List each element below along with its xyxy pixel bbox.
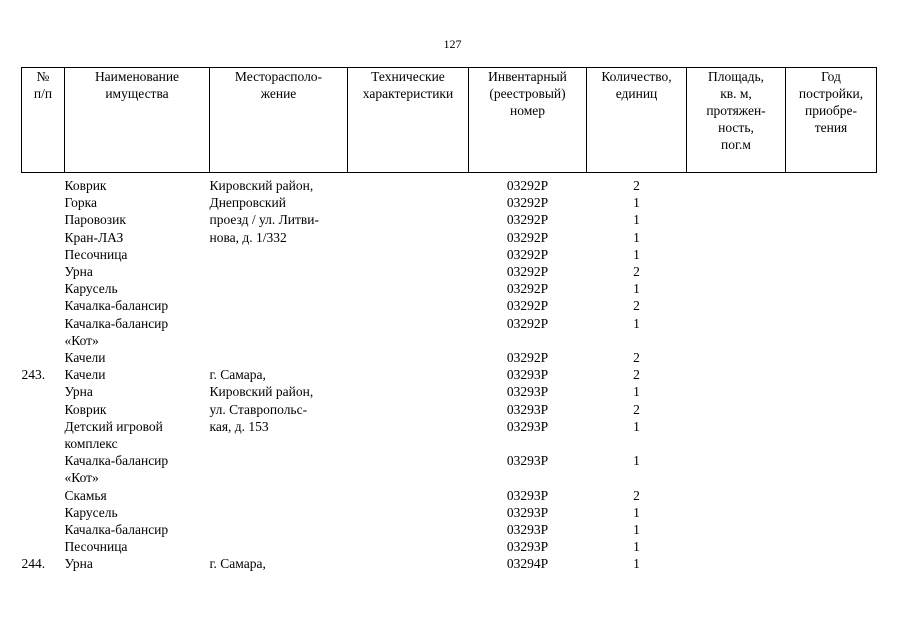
table-row [22, 452, 877, 469]
table-row [22, 487, 877, 504]
row-number [22, 383, 65, 400]
row-number: 244. [21, 556, 46, 572]
table-row [22, 504, 877, 521]
item-inventory-number: 03292Р [506, 350, 549, 366]
table-row [22, 418, 877, 435]
item-quantity: 1 [633, 195, 640, 211]
item-area [687, 366, 786, 383]
header-tech: Технические характеристики [348, 68, 469, 173]
item-quantity: 1 [633, 229, 640, 245]
table-row [22, 332, 877, 349]
item-area [687, 315, 786, 332]
table-row [22, 538, 877, 555]
item-year [786, 211, 877, 228]
header-location: Месторасполо- жение [210, 68, 348, 173]
row-number [22, 349, 65, 366]
item-quantity: 2 [633, 298, 640, 314]
item-year [786, 383, 877, 400]
item-area [687, 297, 786, 314]
item-quantity: 2 [633, 350, 640, 366]
item-year [786, 401, 877, 418]
item-quantity: 1 [633, 504, 640, 520]
item-tech [348, 418, 469, 435]
row-number [22, 315, 65, 332]
table-row [22, 229, 877, 246]
item-location: Днепровский [209, 195, 286, 211]
row-number [22, 229, 65, 246]
item-inventory-number [469, 469, 587, 486]
header-year: Год постройки, приобре- тения [786, 68, 877, 173]
item-area [687, 229, 786, 246]
item-name: Качалка-балансир [64, 522, 169, 538]
item-year [786, 452, 877, 469]
item-tech [348, 383, 469, 400]
item-name: Качалка-балансир [64, 453, 169, 469]
item-name: «Кот» [64, 332, 99, 348]
item-area [687, 263, 786, 280]
item-location: г. Самара, [209, 367, 266, 383]
item-year [786, 469, 877, 486]
item-area [687, 401, 786, 418]
item-inventory-number: 03292Р [506, 298, 549, 314]
item-year [786, 504, 877, 521]
item-location: Кировский район, [209, 178, 314, 193]
item-location: проезд / ул. Литви- [209, 212, 320, 228]
item-name: Скамья [64, 487, 107, 503]
table-row [22, 194, 877, 211]
item-location [210, 487, 348, 504]
row-number [22, 401, 65, 418]
item-name: Коврик [64, 178, 107, 193]
item-name: Карусель [64, 504, 118, 520]
item-year [786, 177, 877, 194]
table-row [22, 211, 877, 228]
item-quantity: 2 [633, 367, 640, 383]
item-year [786, 263, 877, 280]
item-location [210, 263, 348, 280]
item-inventory-number: 03293Р [506, 487, 549, 503]
item-year [786, 521, 877, 538]
item-tech [348, 555, 469, 572]
item-location: кая, д. 153 [209, 418, 269, 434]
item-location [210, 315, 348, 332]
header-area: Площадь, кв. м, протяжен- ность, пог.м [687, 68, 786, 173]
table-header-row [22, 68, 877, 173]
item-quantity: 1 [633, 453, 640, 469]
item-tech [348, 487, 469, 504]
table-row [22, 555, 877, 572]
property-registry-table [21, 67, 877, 573]
item-tech [348, 538, 469, 555]
item-quantity: 1 [633, 418, 640, 434]
item-area [687, 211, 786, 228]
row-number [22, 332, 65, 349]
row-number [22, 280, 65, 297]
item-name: комплекс [64, 436, 118, 452]
item-area [687, 469, 786, 486]
item-area [687, 332, 786, 349]
table-row [22, 435, 877, 452]
item-year [786, 418, 877, 435]
item-quantity: 2 [633, 401, 640, 417]
item-inventory-number [469, 332, 587, 349]
item-location [210, 469, 348, 486]
item-inventory-number: 03293Р [506, 504, 549, 520]
item-year [786, 349, 877, 366]
item-quantity: 1 [633, 539, 640, 555]
item-inventory-number: 03293Р [506, 418, 549, 434]
table-row [22, 246, 877, 263]
row-number [22, 469, 65, 486]
row-number [22, 297, 65, 314]
item-area [687, 349, 786, 366]
item-quantity: 1 [633, 281, 640, 297]
item-location [210, 297, 348, 314]
row-number [22, 246, 65, 263]
item-location: нова, д. 1/332 [209, 229, 287, 245]
item-location [210, 521, 348, 538]
item-year [786, 280, 877, 297]
item-inventory-number: 03293Р [506, 539, 549, 555]
item-name: Коврик [64, 401, 107, 417]
item-name: Урна [64, 556, 93, 572]
header-inventory: Инвентарный (реестровый) номер [469, 68, 587, 173]
item-quantity: 1 [633, 246, 640, 262]
table-row [22, 177, 877, 194]
item-inventory-number: 03293Р [506, 367, 549, 383]
header-quantity: Количество, единиц [587, 68, 687, 173]
item-year [786, 332, 877, 349]
item-tech [348, 349, 469, 366]
item-year [786, 538, 877, 555]
item-name: Песочница [64, 246, 128, 262]
table-row [22, 383, 877, 400]
item-name: Качели [64, 367, 106, 383]
item-tech [348, 521, 469, 538]
item-name: Урна [64, 264, 93, 280]
item-quantity: 1 [633, 384, 640, 400]
item-year [786, 487, 877, 504]
item-area [687, 177, 786, 194]
item-year [786, 435, 877, 452]
row-number [22, 487, 65, 504]
item-tech [348, 332, 469, 349]
item-location [210, 246, 348, 263]
row-number [22, 194, 65, 211]
page-number: 127 [443, 37, 462, 51]
item-tech [348, 401, 469, 418]
item-location [210, 504, 348, 521]
item-quantity: 1 [633, 522, 640, 538]
item-location [210, 280, 348, 297]
table-row [22, 280, 877, 297]
item-location: ул. Ставропольс- [209, 401, 308, 417]
item-tech [348, 297, 469, 314]
item-quantity [587, 435, 687, 452]
item-location [210, 332, 348, 349]
item-area [687, 452, 786, 469]
item-inventory-number: 03292Р [506, 281, 549, 297]
item-name: «Кот» [64, 470, 99, 486]
item-name: Урна [64, 384, 93, 400]
item-area [687, 487, 786, 504]
row-number [22, 211, 65, 228]
item-tech [348, 194, 469, 211]
item-area [687, 383, 786, 400]
item-name: Детский игровой [64, 418, 163, 434]
item-tech [348, 177, 469, 194]
item-area [687, 538, 786, 555]
item-tech [348, 469, 469, 486]
item-location [210, 349, 348, 366]
row-number [22, 521, 65, 538]
item-year [786, 555, 877, 572]
item-inventory-number: 03292Р [506, 212, 549, 228]
row-number [22, 177, 65, 194]
item-area [687, 418, 786, 435]
table-body [22, 173, 877, 573]
item-inventory-number: 03292Р [506, 229, 549, 245]
row-number [22, 504, 65, 521]
row-number [22, 435, 65, 452]
item-year [786, 366, 877, 383]
item-area [687, 555, 786, 572]
table-row [22, 401, 877, 418]
header-name: Наименование имущества [65, 68, 210, 173]
item-tech [348, 229, 469, 246]
item-name: Карусель [64, 281, 118, 297]
item-location: Кировский район, [209, 384, 314, 400]
row-number [22, 263, 65, 280]
item-tech [348, 263, 469, 280]
item-name: Кран-ЛАЗ [64, 229, 124, 245]
item-inventory-number: 03294Р [506, 556, 549, 572]
item-name: Качалка-балансир [64, 315, 169, 331]
item-inventory-number: 03293Р [506, 384, 549, 400]
item-inventory-number [469, 435, 587, 452]
table-row [22, 263, 877, 280]
item-location [210, 435, 348, 452]
item-quantity: 1 [633, 212, 640, 228]
item-tech [348, 246, 469, 263]
table-row [22, 315, 877, 332]
item-inventory-number: 03292Р [506, 246, 549, 262]
item-name: Горка [64, 195, 97, 211]
item-year [786, 315, 877, 332]
item-tech [348, 452, 469, 469]
row-number: 243. [21, 367, 46, 383]
item-tech [348, 315, 469, 332]
row-number [22, 418, 65, 435]
row-number [22, 538, 65, 555]
item-area [687, 246, 786, 263]
item-tech [348, 504, 469, 521]
row-number [22, 452, 65, 469]
item-name: Песочница [64, 539, 128, 555]
item-quantity: 2 [633, 487, 640, 503]
header-number: № п/п [22, 68, 65, 173]
item-inventory-number: 03292Р [506, 195, 549, 211]
item-quantity [587, 332, 687, 349]
item-tech [348, 435, 469, 452]
item-year [786, 194, 877, 211]
table-row [22, 469, 877, 486]
item-inventory-number: 03293Р [506, 453, 549, 469]
item-area [687, 280, 786, 297]
table-row [22, 349, 877, 366]
item-location: г. Самара, [209, 556, 266, 572]
item-inventory-number: 03293Р [506, 522, 549, 538]
item-inventory-number: 03292Р [506, 315, 549, 331]
item-location [210, 538, 348, 555]
item-location [210, 452, 348, 469]
item-year [786, 246, 877, 263]
item-quantity: 2 [633, 178, 640, 193]
item-tech [348, 280, 469, 297]
item-year [786, 229, 877, 246]
item-area [687, 194, 786, 211]
item-name: Качели [64, 350, 106, 366]
item-area [687, 435, 786, 452]
table-row [22, 366, 877, 383]
item-tech [348, 211, 469, 228]
table-row [22, 297, 877, 314]
item-quantity: 2 [633, 264, 640, 280]
item-area [687, 521, 786, 538]
item-tech [348, 366, 469, 383]
item-area [687, 504, 786, 521]
table-row [22, 521, 877, 538]
item-inventory-number: 03293Р [506, 401, 549, 417]
item-name: Паровозик [64, 212, 126, 228]
item-year [786, 297, 877, 314]
item-inventory-number: 03292Р [506, 178, 549, 193]
item-inventory-number: 03292Р [506, 264, 549, 280]
item-quantity: 1 [633, 556, 640, 572]
item-name: Качалка-балансир [64, 298, 169, 314]
item-quantity [587, 469, 687, 486]
item-quantity: 1 [633, 315, 640, 331]
